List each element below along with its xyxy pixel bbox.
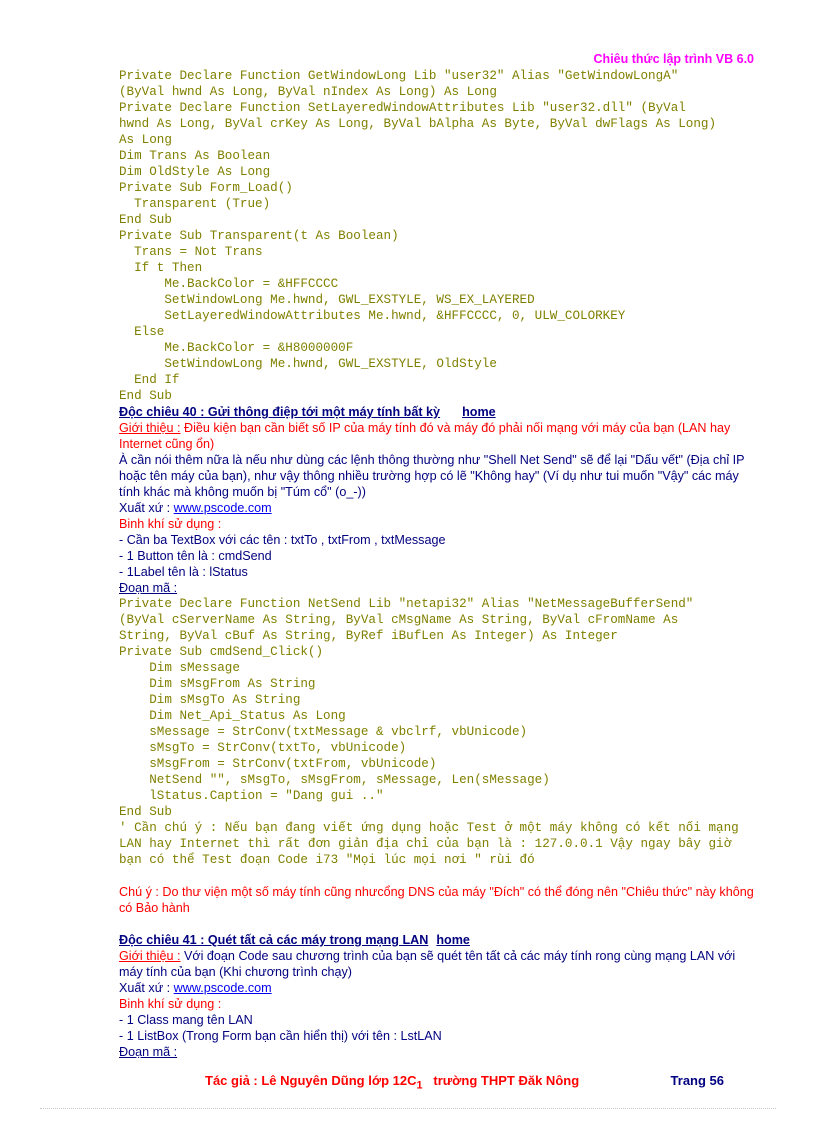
code-block-transparent: Private Declare Function GetWindowLong Lib "user32" Alias "GetWindowLongA" (ByVal hwnd As Long, ByVal nIndex As Long) As Long Private Declare Function SetLayeredWindowAttributes Lib "user32.dll" (ByVal hwnd As Long, ByVal crKey As Long, ByVal bAlpha As Byte, ByVal dwFlags As Long) As Long Dim Trans As Boolean Dim OldStyle As Long Private Sub Form_Load() Transparent (True) End Sub Private Sub Transparent(t As Boolean) Trans = Not Trans If t Then Me.BackColor = &HFFCCCC SetWindowLong Me.hwnd, GWL_EXSTYLE, WS_EX_LAYERED SetLayeredWindowAttributes Me.hwnd, &HFFCCCC, 0, ULW_COLORKEY Else Me.BackColor = &H8000000F SetWindowLong Me.hwnd, GWL_EXSTYLE, OldStyle End If End Sub xyxy=(119,69,717,403)
section-40-warning: Chú ý : Do thư viện một số máy tính cũng nhưcổng DNS của máy "Đích" có thể đóng nên "Chiêu thức" này không có Bảo hành xyxy=(119,885,754,915)
section-41-source: Xuất xứ : www.pscode.com xyxy=(119,981,272,995)
tool-item: - Cần ba TextBox với các tên : txtTo , txtFrom , txtMessage xyxy=(119,533,446,547)
page-footer xyxy=(205,1073,735,1092)
tool-item: - 1Label tên là : lStatus xyxy=(119,565,248,579)
section-40-source: Xuất xứ : www.pscode.com xyxy=(119,501,272,515)
tool-item: - 1 Button tên là : cmdSend xyxy=(119,549,272,563)
tool-item: - 1 ListBox (Trong Form bạn cần hiển thị) với tên : LstLAN xyxy=(119,1029,442,1043)
page-number: Trang 56 xyxy=(670,1073,724,1088)
section-41-tools-label: Binh khí sử dụng : xyxy=(119,997,222,1011)
home-link[interactable]: home xyxy=(462,405,496,419)
page-content xyxy=(119,68,759,1060)
source-link[interactable]: www.pscode.com xyxy=(173,981,272,995)
tool-item: - 1 Class mang tên LAN xyxy=(119,1013,253,1027)
section-41-code-label: Đoạn mã : xyxy=(119,1045,178,1059)
section-40-heading: Độc chiêu 40 : Gửi thông điệp tới một máy tính bất kỳ home xyxy=(119,405,496,419)
section-40-tools-label: Binh khí sử dụng : xyxy=(119,517,222,531)
section-40-note: À cần nói thêm nữa là nếu như dùng các lệnh thông thường như "Shell Net Send" sẽ để lại "Dấu vết" (Địa chỉ IP hoặc tên máy của bạn), như vậy thông nhiều trường hợp có lẽ "Không hay" (Ví dụ như tui muốn "Vậy" các máy tính khác mà không muốn bị "Túm cổ" (o_-)) xyxy=(119,453,745,499)
page-header-title: Chiêu thức lập trình VB 6.0 xyxy=(593,52,754,66)
intro-label: Giới thiệu : xyxy=(119,949,181,963)
page-bottom-divider xyxy=(40,1108,776,1109)
code-comment: ' Cần chú ý : Nếu bạn đang viết ứng dụng hoặc Test ở một máy không có kết nối mạng LAN hay Internet thì rất đơn giản địa chỉ của bạn là : 127.0.0.1 Vậy ngay bây giờ bạn có thể Test đoạn Code i73 "Mọi lúc mọi nơi " rùi đó xyxy=(119,821,747,867)
section-40-intro: Giới thiệu : Điều kiện bạn cần biết số IP của máy tính đó và máy đó phải nối mạng với máy của bạn (LAN hay Internet cũng ổn) xyxy=(119,421,731,451)
footer-author: Tác giả : Lê Nguyên Dũng lớp $12C_1$ trường THPT Đăk Nông xyxy=(205,1073,580,1092)
intro-label: Giới thiệu : xyxy=(119,421,181,435)
source-link[interactable]: www.pscode.com xyxy=(173,501,272,515)
code-block-netsend: Private Declare Function NetSend Lib "netapi32" Alias "NetMessageBufferSend" (ByVal cServerName As String, ByVal cMsgName As String, ByVal cFromName As String, ByVal cBuf As String, ByRef iBufLen As Integer) As Integer Private Sub cmdSend_Click() Dim sMessage Dim sMsgFrom As String Dim sMsgTo As String Dim Net_Api_Status As Long sMessage = StrConv(txtMessage & vbclrf, vbUnicode) sMsgTo = StrConv(txtTo, vbUnicode) sMsgFrom = StrConv(txtFrom, vbUnicode) NetSend "", sMsgTo, sMsgFrom, sMessage, Len(sMessage) lStatus.Caption = "Dang gui .." End Sub xyxy=(119,597,694,819)
section-40-code-label: Đoạn mã : xyxy=(119,581,178,595)
section-41-heading: Độc chiêu 41 : Quét tất cả các máy trong mạng LAN home xyxy=(119,933,470,947)
section-41-intro: Giới thiệu : Với đoạn Code sau chương trình của bạn sẽ quét tên tất cả các máy tính rong cùng mạng LAN với máy tính của bạn (Khi chương trình chạy) xyxy=(119,949,736,979)
home-link[interactable]: home xyxy=(436,933,470,947)
